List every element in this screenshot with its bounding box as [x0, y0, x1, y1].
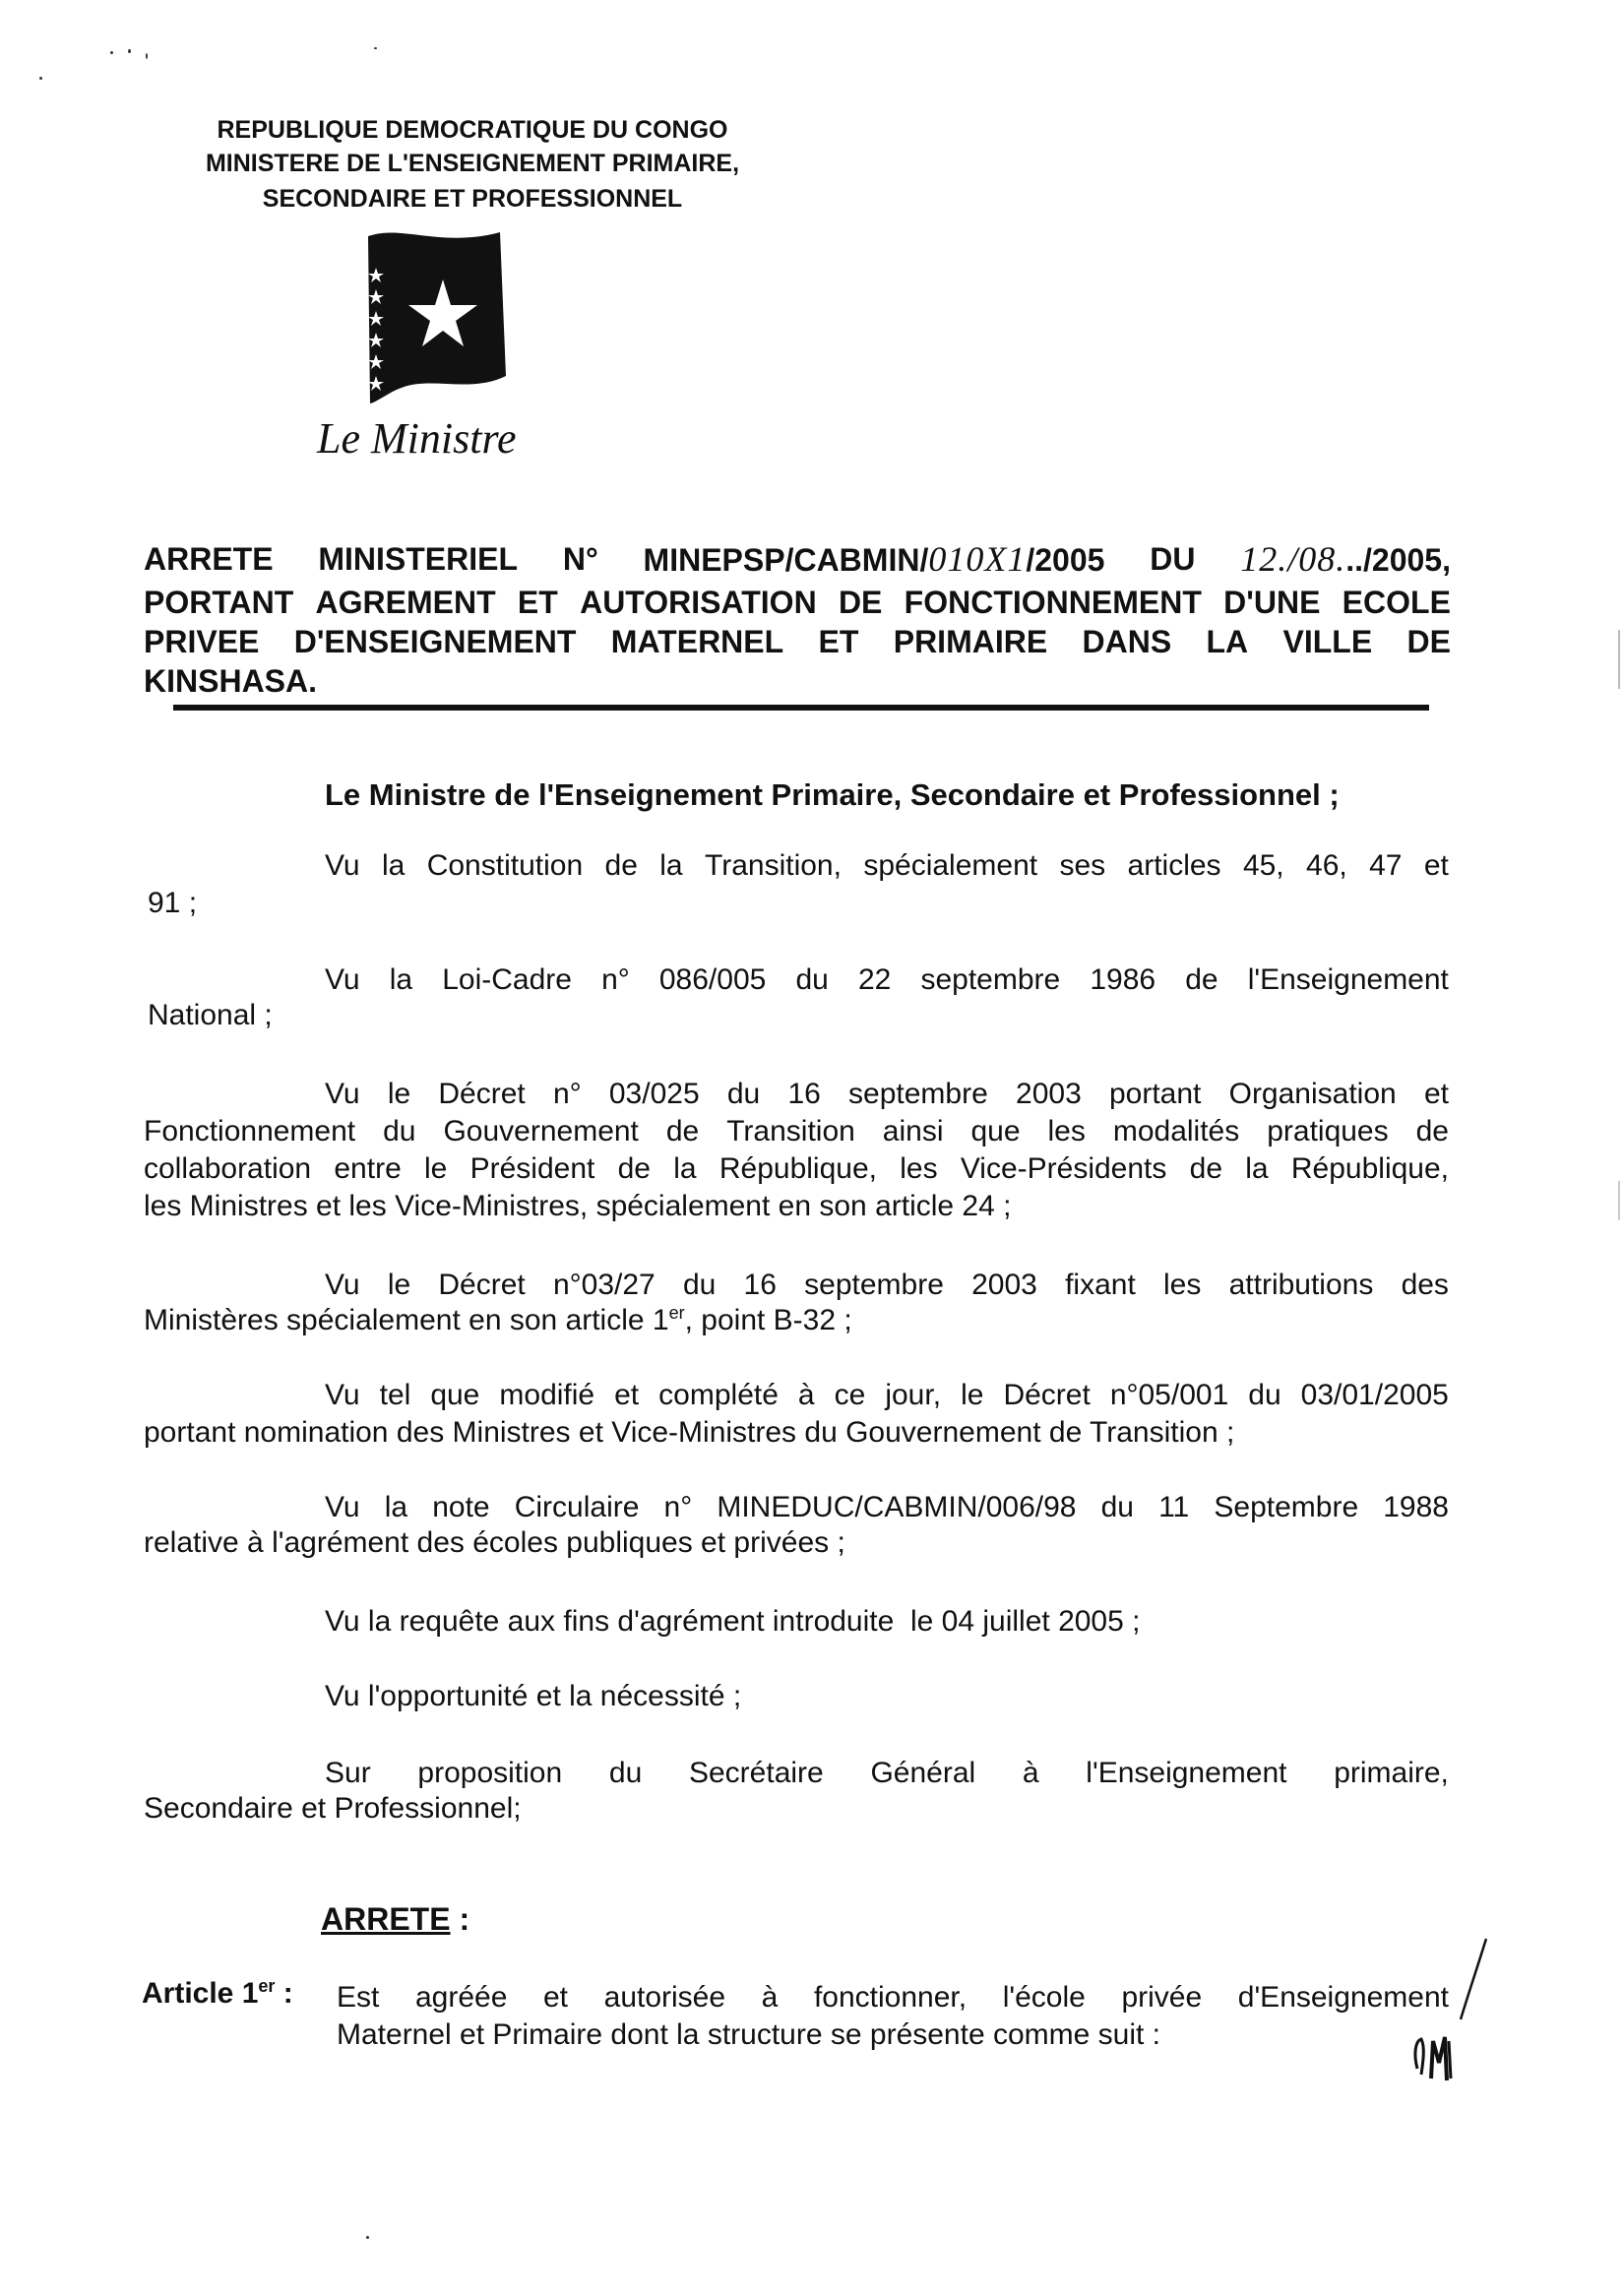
handwritten-initials-icon — [1407, 1931, 1496, 2108]
scan-speck — [146, 53, 148, 59]
scan-edge-mark — [1618, 630, 1620, 689]
vu-decret-03-025-line3: collaboration entre le Président de la République, les Vice-Présidents de la République, — [144, 1152, 1449, 1185]
scan-speck — [110, 51, 113, 54]
article-1-line2: Maternel et Primaire dont la structure se présente comme suit : — [337, 2018, 1161, 2051]
vu-constitution-line1: Vu la Constitution de la Transition, spécialement ses articles 45, 46, 47 et — [325, 849, 1449, 882]
handwritten-date: 12./08. — [1240, 539, 1346, 579]
vu-loi-cadre-line2: National ; — [148, 999, 273, 1031]
vu-decret-03-27-line1: Vu le Décret n°03/27 du 16 septembre 2003 fixant les attributions des — [325, 1269, 1449, 1301]
title-word: DU — [1150, 541, 1196, 577]
decree-title-line1 — [144, 539, 1451, 580]
arrete-heading: ARRETE : — [321, 1901, 470, 1937]
vu-decret-05-001-line1: Vu tel que modifié et complété à ce jour, le Décret n°05/001 du 03/01/2005 — [325, 1379, 1449, 1411]
decree-title-line2: PORTANT AGREMENT ET AUTORISATION DE FONCTIONNEMENT D'UNE ECOLE — [144, 585, 1451, 620]
vu-decret-03-025-line1: Vu le Décret n° 03/025 du 16 septembre 2003 portant Organisation et — [325, 1078, 1449, 1110]
scan-speck — [374, 47, 377, 49]
decree-date: 12./08.../2005, — [1240, 539, 1451, 579]
article-1-line1: Est agréée et autorisée à fonctionner, l'école privée d'Enseignement — [337, 1981, 1449, 2014]
vu-decret-03-025-line2: Fonctionnement du Gouvernement de Transition ainsi que les modalités pratiques de — [144, 1115, 1449, 1147]
title-divider — [173, 705, 1429, 711]
vu-opportunite: Vu l'opportunité et la nécessité ; — [325, 1680, 742, 1712]
header-ministry: MINISTERE DE L'ENSEIGNEMENT PRIMAIRE, — [205, 150, 740, 177]
decree-title-line4: KINSHASA. — [144, 663, 318, 699]
signature-title: Le Ministre — [317, 414, 517, 463]
scan-speck — [128, 49, 131, 53]
decree-title-line3: PRIVEE D'ENSEIGNEMENT MATERNEL ET PRIMAIRE DANS LA VILLE DE — [144, 624, 1451, 659]
vu-loi-cadre-line1: Vu la Loi-Cadre n° 086/005 du 22 septembre 1986 de l'Enseignement — [325, 963, 1449, 996]
title-word: MINISTERIEL — [318, 541, 519, 577]
header-ministry-cont: SECONDAIRE ET PROFESSIONNEL — [262, 185, 683, 213]
vu-circulaire-line1: Vu la note Circulaire n° MINEDUC/CABMIN/006/98 du 11 Septembre 1988 — [325, 1491, 1449, 1523]
minister-heading: Le Ministre de l'Enseignement Primaire, Secondaire et Professionnel ; — [325, 777, 1340, 812]
sur-proposition-line2: Secondaire et Professionnel; — [144, 1792, 522, 1825]
sur-proposition-line1: Sur proposition du Secrétaire Général à l'Enseignement primaire, — [325, 1757, 1449, 1789]
vu-requete: Vu la requête aux fins d'agrément introduite le 04 juillet 2005 ; — [325, 1605, 1141, 1638]
vu-decret-03-27-line2: Ministères spécialement en son article 1er, point B-32 ; — [144, 1303, 852, 1336]
scan-speck — [366, 2236, 369, 2239]
handwritten-number: 010X1 — [928, 539, 1027, 579]
vu-decret-03-025-line4: les Ministres et les Vice-Ministres, spécialement en son article 24 ; — [144, 1190, 1012, 1222]
vu-circulaire-line2: relative à l'agrément des écoles publiques et privées ; — [144, 1526, 845, 1559]
article-1-label: Article 1er : — [142, 1976, 293, 2010]
scan-edge-mark — [1618, 1181, 1620, 1220]
title-word: ARRETE — [144, 541, 274, 577]
vu-decret-05-001-line2: portant nomination des Ministres et Vice-Ministres du Gouvernement de Transition ; — [144, 1416, 1235, 1449]
header-republic: REPUBLIQUE DEMOCRATIQUE DU CONGO — [217, 116, 728, 144]
drc-flag-emblem-icon — [362, 228, 510, 405]
vu-constitution-line2: 91 ; — [148, 887, 198, 919]
scan-speck — [39, 77, 42, 80]
title-word: N° — [562, 541, 598, 577]
decree-number: MINEPSP/CABMIN/010X1/2005 — [643, 539, 1105, 579]
